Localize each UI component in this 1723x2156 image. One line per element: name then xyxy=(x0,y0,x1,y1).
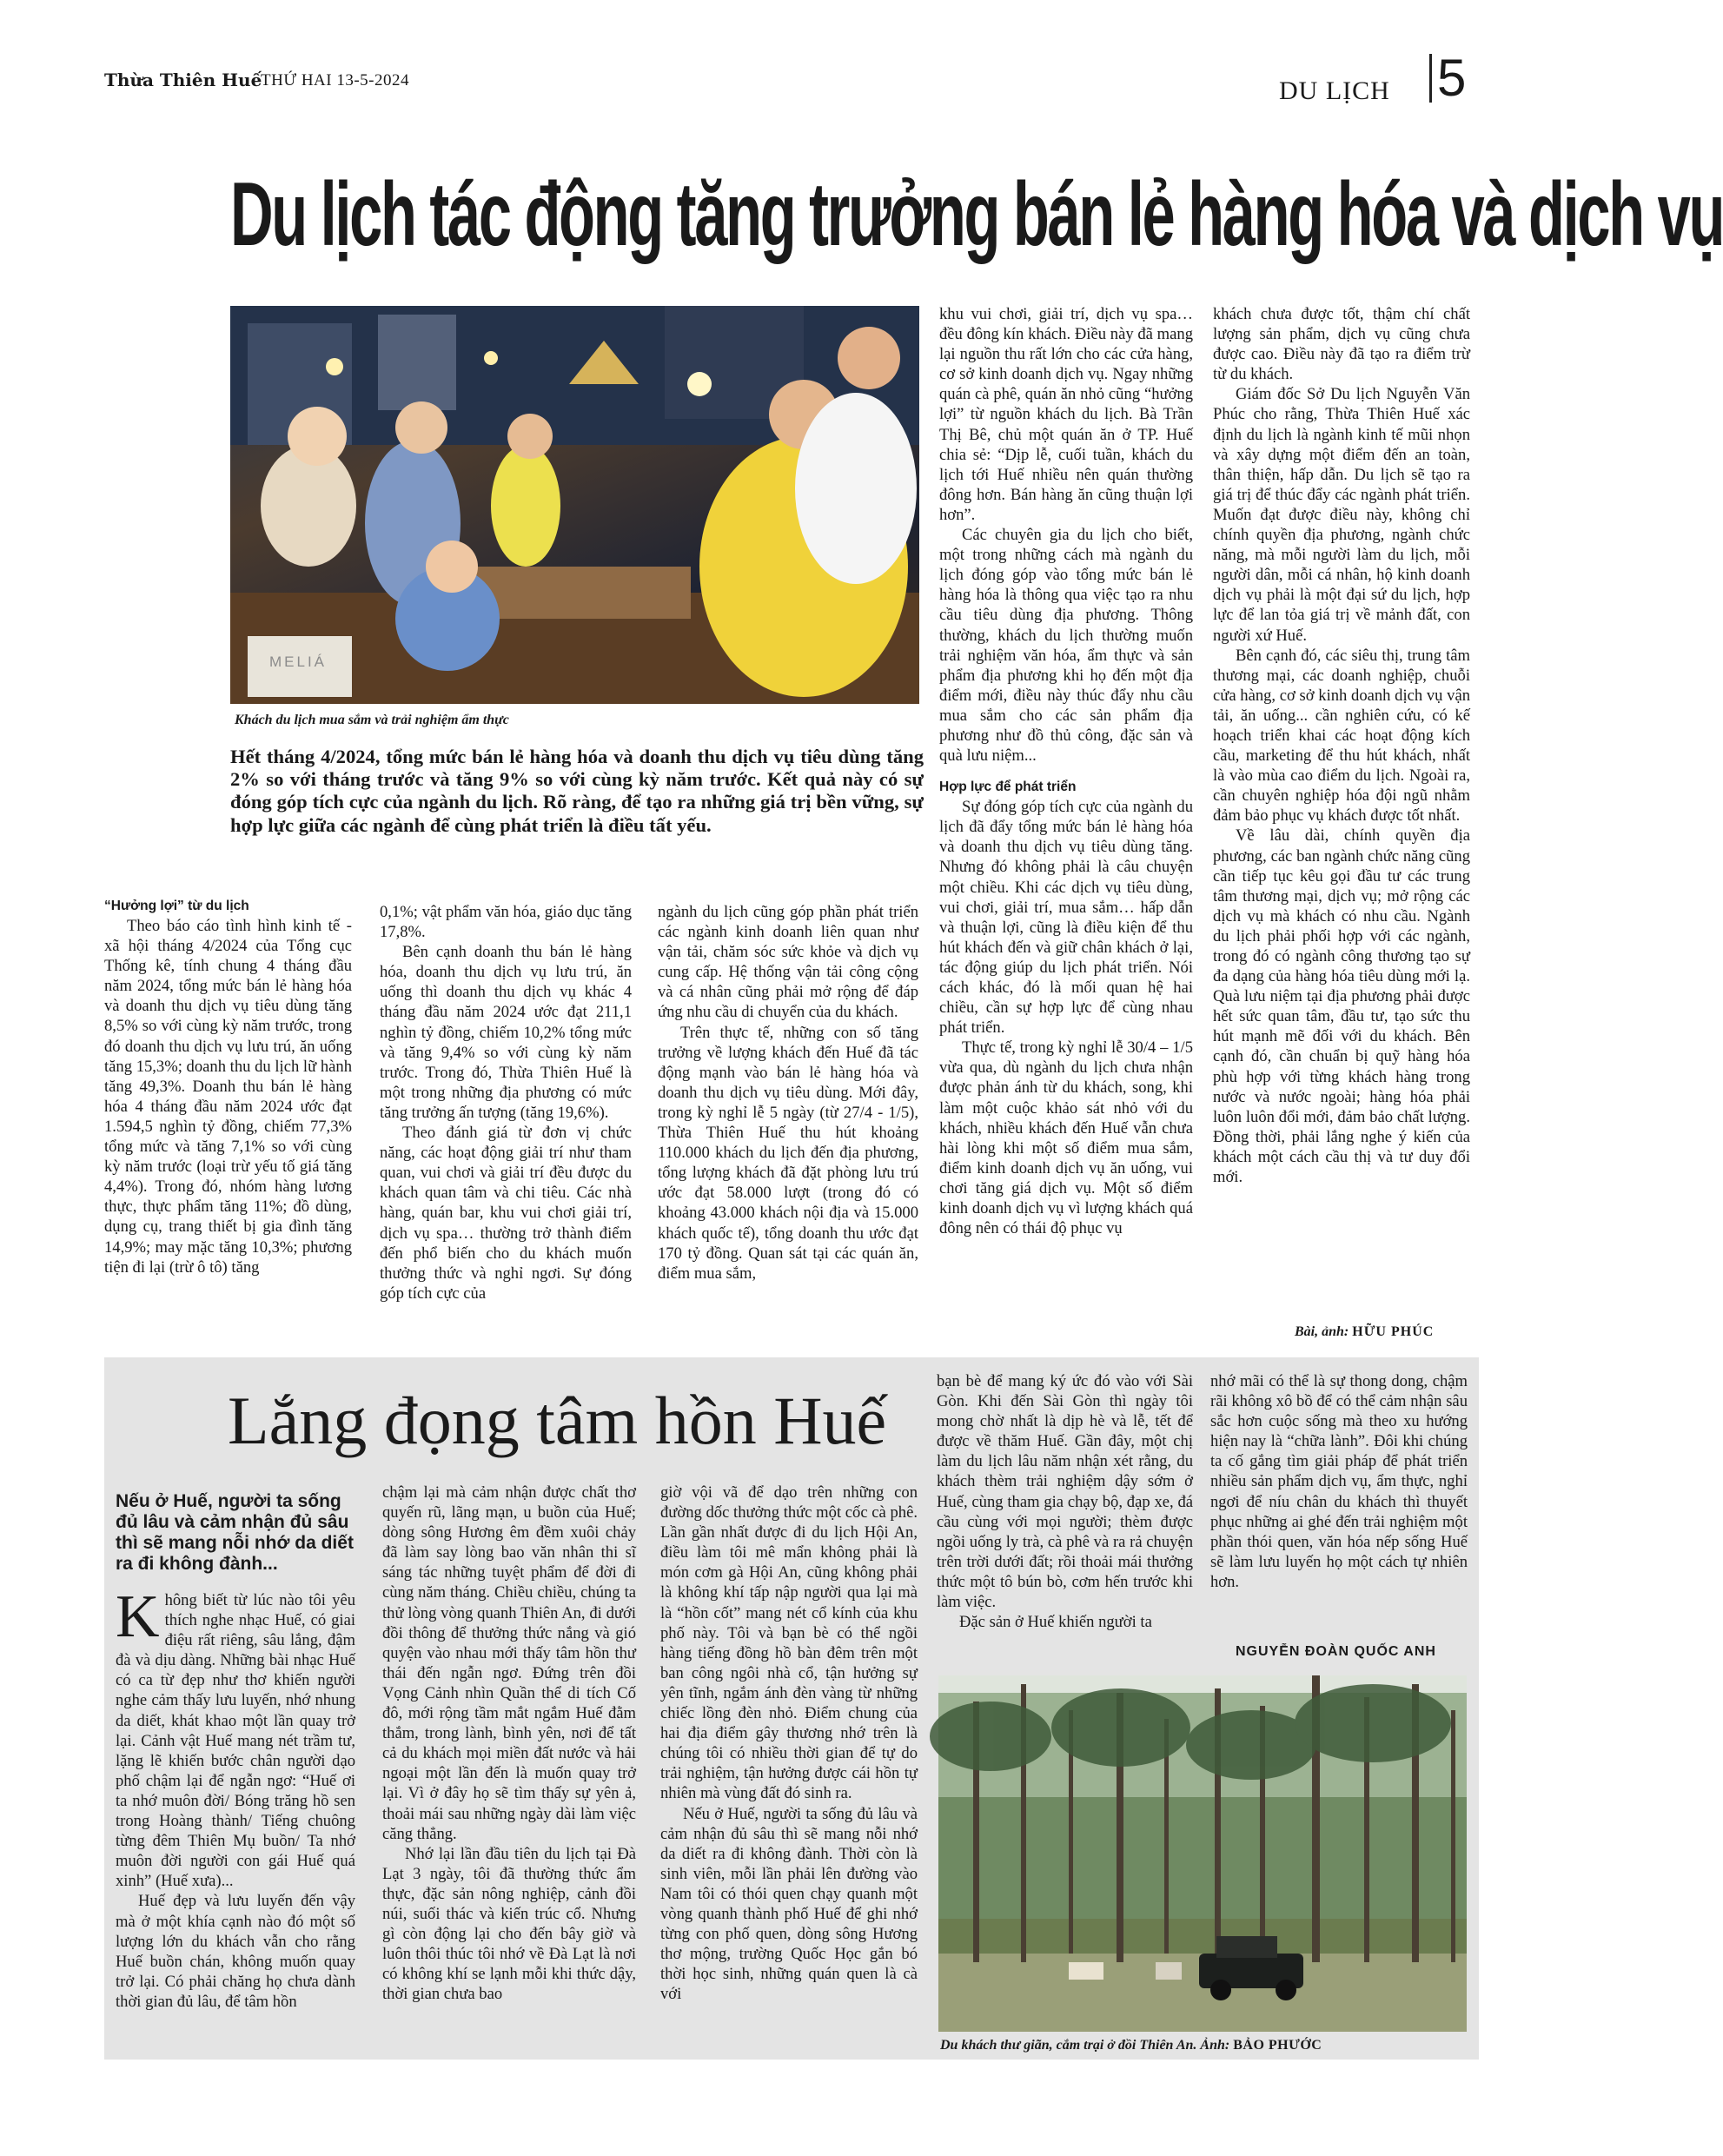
photo-sign-text: MELIÁ xyxy=(269,653,328,670)
header-divider xyxy=(1429,54,1432,103)
paragraph: Bên cạnh doanh thu bán lẻ hàng hóa, doanh thu dịch vụ lưu trú, ăn uống thì doanh thu dịch vụ khác 4 tháng đầu năm 2024 ước đạt 211,1 nghìn tỷ đồng, chiếm 10,2% tổng mức và tăng 9,4% so với cùng kỳ năm trước. Trong đó, Thừa Thiên Huế là một trong những địa phương có mức tăng trưởng ấn tượng (tăng 19,6%). xyxy=(380,943,632,1122)
article-2-column-5 xyxy=(1210,1371,1468,1592)
paragraph: Đặc sản ở Huế khiến người ta xyxy=(959,1613,1152,1632)
lead-paragraph-text: hông biết từ lúc nào tôi yêu thích nghe nhạc Huế, có giai điệu rất riêng, sâu lắng, đậm đà và dịu dàng. Những bài nhạc Huế có ca từ đẹp như thơ khiến người nghe cảm thấy lưu luyến, nhớ nhung da diết, khát khao một lần quay trở lại. Cảnh vật Huế mang nét trầm tư, lặng lẽ khiến bước chân người dạo phố chậm lại để ngẫn ngơ: “Huế ơi ta nhớ muôn đời/ Bóng trăng hồ sen trong Hoàng thành/ Tiếng chuông từng đêm Thiên Mụ buồn/ Ta nhớ muôn đời người con gái Huế quá xinh” (Huế xưa)... xyxy=(116,1591,355,1891)
photo-credit: BẢO PHƯỚC xyxy=(1233,2038,1322,2053)
masthead-paper-name: Thừa Thiên Huế xyxy=(104,70,262,90)
article-2-column-2 xyxy=(382,1483,636,2004)
article-2-column-1 xyxy=(116,1583,355,2012)
article-2-photo-caption xyxy=(940,2038,1470,2053)
byline-label: Bài, ảnh: xyxy=(1295,1324,1349,1339)
article-1-column-bottom-2 xyxy=(380,902,632,1304)
paragraph: Theo đánh giá từ đơn vị chức năng, các hoạt động giải trí như tham quan, vui chơi và giải trí đều được du khách quan tâm và chi tiêu. Các nhà hàng, quán bar, khu vui chơi giải trí, dịch vụ spa… thường trở thành điểm đến phổ biến cho du khách muốn thưởng thức và nghỉ ngơi. Sự đóng góp tích cực của xyxy=(380,1124,632,1303)
paragraph: bạn bè để mang ký ức đó vào với Sài Gòn. Khi đến Sài Gòn thì ngày tôi mong chờ nhất là dịp hè và lễ, tết để được về thăm Huế. Gần đây, một chị làm du lịch lâu năm nhận xét rằng, du khách thèm trải nghiệm dậy sớm ở Huế, cùng tham gia chạy bộ, đạp xe, đá cầu cùng với mọi người; thèm được ngồi uống ly trà, cà phê và ra rả chuyện trên trời dưới đất; rồi thoải mái thưởng thức một tô bún bò, cơm hến trước khi làm việc. xyxy=(937,1372,1193,1612)
article-1-column-bottom-1 xyxy=(104,897,352,1277)
article-2-column-4 xyxy=(937,1371,1193,1632)
paragraph: nhớ mãi có thể là sự thong dong, chậm rãi không xô bồ để có thể cảm nhận sâu sắc hơn cuộc sống mà theo xu hướng hiện nay là “chữa lành”. Đôi khi chúng ta cố gắng tìm giải pháp để phát triển nhiều sản phẩm dịch vụ, ẩm thực, nghỉ ngơi để níu chân du khách thì thuyết phục những ai ghé đến trải nghiệm một phần thói quen, văn hóa nếp sống Huế sẽ làm lưu luyến họ một cách tự nhiên hơn. xyxy=(1210,1372,1468,1591)
article-1-sapo: Hết tháng 4/2024, tổng mức bán lẻ hàng hóa và doanh thu dịch vụ tiêu dùng tăng 2% so với tháng trước và tăng 9% so với cùng kỳ năm trước. Kết quả này có sự đóng góp tích cực của ngành du lịch. Rõ ràng, để tạo ra những giá trị bền vững, sự hợp lực giữa các ngành để cùng phát triển là điều tất yếu. xyxy=(230,746,924,836)
paragraph: khách chưa được tốt, thậm chí chất lượng sản phẩm, dịch vụ cũng chưa được cao. Điều này đã tạo ra điểm trừ từ du khách. xyxy=(1213,305,1470,384)
byline-name: HỮU PHÚC xyxy=(1352,1324,1435,1339)
article-1-subheading-1: “Hưởng lợi” từ du lịch xyxy=(104,899,249,913)
photo-caption-text: Du khách thư giãn, cắm trại ở đồi Thiên An. Ảnh: xyxy=(940,2038,1230,2053)
paragraph: Huế đẹp và lưu luyến đến vậy mà ở một khía cạnh nào đó một số lượng lớn du khách vẫn cho rằng Huế buồn chán, không muốn quay trở lại. Có phải chăng họ chưa dành thời gian đủ lâu, để tâm hồn xyxy=(116,1892,355,2011)
article-1-photo xyxy=(230,306,919,704)
article-1-photo-caption: Khách du lịch mua sắm và trải nghiệm ẩm thực xyxy=(235,713,509,727)
article-1-title: Du lịch tác động tăng trưởng bán lẻ hàng hóa và dịch vụ xyxy=(230,164,1723,265)
paragraph: Theo báo cáo tình hình kinh tế - xã hội tháng 4/2024 của Tổng cục Thống kê, tính chung 4 tháng đầu năm 2024, tổng mức bán lẻ hàng hóa và doanh thu dịch vụ tiêu dùng tăng 8,5% so với cùng kỳ năm trước, trong đó doanh thu dịch vụ lưu trú, ăn uống tăng 15,3%; doanh thu du lịch lữ hành tăng 49,3%. Doanh thu bán lẻ hàng hóa 4 tháng đầu năm 2024 ước đạt 1.594,5 nghìn tỷ đồng, chiếm 77,3% tổng mức và tăng 7,1% so với cùng kỳ năm trước (loại trừ yếu tố giá tăng 4,4%). Trong đó, nhóm hàng lương thực, thực phẩm tăng 11%; đồ dùng, dụng cụ, trang thiết bị gia đình tăng 14,9%; may mặc tăng 10,3%; phương tiện đi lại (trừ ô tô) tăng xyxy=(104,917,352,1277)
masthead-date: THỨ HAI 13-5-2024 xyxy=(261,71,409,90)
article-1-column-bottom-3 xyxy=(658,902,918,1284)
paragraph: Bên cạnh đó, các siêu thị, trung tâm thương mại, các doanh nghiệp, chuỗi cửa hàng, cơ sở kinh doanh dịch vụ vận tải, ăn uống... cần nghiên cứu, có kế hoạch triển khai các hoạt động kích cầu, marketing để thu hút khách, nhất là vào mùa cao điểm du lịch. Ngoài ra, cần chuyên nghiệp hóa đội ngũ nhằm đảm bảo phục vụ khách được tốt nhất. xyxy=(1213,646,1470,826)
section-label: DU LỊCH xyxy=(1279,76,1390,105)
paragraph xyxy=(116,1583,355,1891)
paragraph: Giám đốc Sở Du lịch Nguyễn Văn Phúc cho rằng, Thừa Thiên Huế xác định du lịch là ngành kinh tế mũi nhọn và xây dựng một điểm đến an toàn, thân thiện, hấp dẫn. Du lịch sẽ tạo ra giá trị để thúc đẩy các ngành phát triển. Muốn đạt được điều này, không chỉ chính quyền địa phương, ngành chức năng, mà mỗi người làm du lịch, mỗi người dân, mỗi cá nhân, hộ kinh doanh dịch vụ phải là một đại sứ du lịch, hợp lực để lan tỏa giá trị về mảnh đất, con người xứ Huế. xyxy=(1213,385,1470,645)
article-1-column-top-2 xyxy=(1213,304,1470,1187)
paragraph: Nếu ở Huế, người ta sống đủ lâu và cảm nhận đủ sâu thì sẽ mang nỗi nhớ da diết ra đi không đành. Thời còn là sinh viên, mỗi lần phải lên đường vào Nam tôi có thói quen chạy quanh một vòng quanh thành phố Huế để ghi nhớ từng con phố quen, dòng sông Hương thơ mộng, trường Quốc Học gắn bó thời học sinh, những quán quen là cà với xyxy=(660,1804,918,2004)
paragraph: Nhớ lại lần đầu tiên du lịch tại Đà Lạt 3 ngày, tôi đã thường thức ẩm thực, đặc sản nông nghiệp, cảnh đồi núi, suối thác và kiến trúc cổ. Nhưng gì còn động lại cho đến bây giờ và luôn thôi thúc tôi nhớ về Đà Lạt là nơi có không khí se lạnh mỗi khi thức dậy, thời gian chưa bao xyxy=(382,1844,636,2004)
paragraph: Thực tế, trong kỳ nghỉ lễ 30/4 – 1/5 vừa qua, dù ngành du lịch chưa nhận được phản ánh từ du khách, song, khi làm một cuộc khảo sát nhỏ với du khách, nhiều khách đến Huế vẫn chưa hài lòng khi một số điểm mua sắm, điểm kinh doanh dịch vụ ăn uống, vui chơi tăng giá dịch vụ. Một số điểm kinh doanh dịch vụ vì lượng khách quá đông nên có thái độ phục vụ xyxy=(939,1038,1193,1238)
paragraph: Trên thực tế, những con số tăng trưởng về lượng khách đến Huế đã tác động mạnh vào bán lẻ hàng hóa và doanh thu dịch vụ tiêu dùng. Mới đây, trong kỳ nghỉ lễ 5 ngày (từ 27/4 - 1/5), Thừa Thiên Huế thu hút khoảng 110.000 khách du lịch đến địa phương, tổng lượng khách đã đặt phòng lưu trú ước đạt 58.000 lượt (trong đó có khoảng 43.000 khách nội địa và 15.000 khách quốc tế), tổng doanh thu ước đạt 170 tỷ đồng. Quan sát tại các quán ăn, điểm mua sắm, xyxy=(658,1023,918,1283)
article-2-sapo: Nếu ở Huế, người ta sống đủ lâu và cảm nhận đủ sâu thì sẽ mang nỗi nhớ da diết ra đi không đành... xyxy=(116,1491,354,1574)
drop-cap: K xyxy=(116,1583,160,1650)
paragraph: khu vui chơi, giải trí, dịch vụ spa… đều đông kín khách. Điều này đã mang lại nguồn thu rất lớn cho các cửa hàng, cơ sở kinh doanh dịch vụ. Ngay những quán cà phê, quán ăn nhỏ cũng “hưởng lợi” từ nguồn khách du lịch. Bà Trần Thị Bê, chủ một quán ăn ở TP. Huế chia sẻ: “Dịp lễ, cuối tuần, khách du lịch tới Huế nhiều nên quán thường đông hơn. Bán hàng ăn cũng thuận lợi hơn”. xyxy=(939,305,1193,524)
paragraph: Sự đóng góp tích cực của ngành du lịch đã đẩy tổng mức bán lẻ hàng hóa và doanh thu dịch vụ tiêu dùng tăng. Nhưng đó không phải là câu chuyện một chiều. Khi các dịch vụ tiêu dùng, vui chơi, giải trí, mua sắm… hấp dẫn và thuận lợi, cũng là điều kiện để thu hút khách đến và giữ chân khách ở lại, tác động giúp du lịch phát triển. Nói cách khác, đó là mối quan hệ hai chiều, cần sự hợp lực để cùng nhau phát triển. xyxy=(939,798,1193,1038)
article-2-title: Lắng đọng tâm hồn Huế xyxy=(228,1383,887,1458)
paragraph: ngành du lịch cũng góp phần phát triển các ngành kinh doanh liên quan như vận tải, chăm sóc sức khỏe và dịch vụ cung cấp. Hệ thống vận tải công cộng và cá nhân cũng phải mở rộng để đáp ứng nhu cầu di chuyển của du khách. xyxy=(658,903,918,1022)
article-1-byline xyxy=(1295,1324,1434,1340)
article-2-photo xyxy=(938,1675,1467,2032)
paragraph: 0,1%; vật phẩm văn hóa, giáo dục tăng 17,8%. xyxy=(380,903,632,942)
article-1-subheading-2: Hợp lực để phát triển xyxy=(939,779,1077,795)
article-2-author: NGUYỄN ĐOÀN QUỐC ANH xyxy=(1236,1644,1436,1659)
page-number: 5 xyxy=(1437,49,1467,107)
article-1-column-top-1 xyxy=(939,304,1193,1238)
paragraph: Các chuyên gia du lịch cho biết, một trong những cách mà ngành du lịch đóng góp vào tổng mức bán lẻ hàng hóa là thông qua việc tạo ra nhu cầu tiêu dùng địa phương. Thông thường, khách du lịch thường muốn trải nghiệm văn hóa, ẩm thực và sản phẩm địa phương khi họ đến một địa điểm mới, điều này thúc đẩy nhu cầu mua sắm cho các sản phẩm địa phương như đồ thủ công, đặc sản và quà lưu niệm... xyxy=(939,526,1193,766)
paragraph: Về lâu dài, chính quyền địa phương, các ban ngành chức năng cũng cần tiếp tục kêu gọi đầu tư các trung tâm thương mại, dịch vụ; mở rộng các dịch vụ mà khách có nhu cầu. Ngành du lịch phải phối hợp với các ngành, trong đó có ngành công thương tạo sự đa dạng của hàng hóa tiêu dùng mới lạ. Quà lưu niệm tại địa phương phải được hết sức quan tâm, đầu tư, tạo sức thu hút mạnh mẽ đối với du khách. Bên cạnh đó, cần chuẩn bị quỹ hàng hóa phù hợp với từng khách hàng trong nước và nước ngoài; hàng hóa phải luôn luôn đổi mới, đảm bảo chất lượng. Đồng thời, phải lắng nghe ý kiến của khách một cách cầu thị và tư duy đổi mới. xyxy=(1213,826,1470,1187)
paragraph: chậm lại mà cảm nhận được chất thơ quyến rũ, lãng mạn, u buồn của Huế; dòng sông Hương êm đềm xuôi chảy đã làm say lòng bao văn nhân thi sĩ sáng tác những tuyệt phẩm để đời đi cùng năm tháng. Chiều chiều, chúng ta thử lòng vòng quanh Thiên An, đi dưới đồi thông để thưởng thức nắng và gió quyện vào nhau mới thấy tâm hồn thư thái đến ngẫn ngơ. Đứng trên đồi Vọng Cảnh nhìn Quần thể di tích Cố đô, mới rộng tầm mắt ngắm Huế đằm thắm, trong lành, bình yên, nơi để tất cả du khách mọi miền đất nước và hải ngoại một lần đến là muốn quay trở lại. Vì ở đây họ sẽ tìm thấy sự yên ả, thoải mái sau những ngày dài làm việc căng thẳng. xyxy=(382,1483,636,1843)
paragraph: giờ vội vã để dạo trên những con đường dốc thưởng thức một cốc cà phê. Lần gần nhất được đi du lịch Hội An, điều làm tôi mê mẩn không phải là món cơm gà Hội An, cũng không phải là không khí tấp nập người qua lại mà là “hồn cốt” mang nét cổ kính của khu phố này. Tôi và bạn bè có thể ngồi hàng tiếng đồng hồ bàn đêm trên một ban công ngôi nhà cổ, tận hưởng sự yên tĩnh, ngắm ánh đèn vàng từ những chiếc lồng đèn nhỏ. Điểm chung của hai địa điểm gây thương nhớ trên là chúng tôi có nhiều thời gian để tự do trải nghiệm, tận hưởng được cái hồn tự nhiên mà vùng đất đó sinh ra. xyxy=(660,1483,918,1803)
article-2-column-3 xyxy=(660,1483,918,2004)
